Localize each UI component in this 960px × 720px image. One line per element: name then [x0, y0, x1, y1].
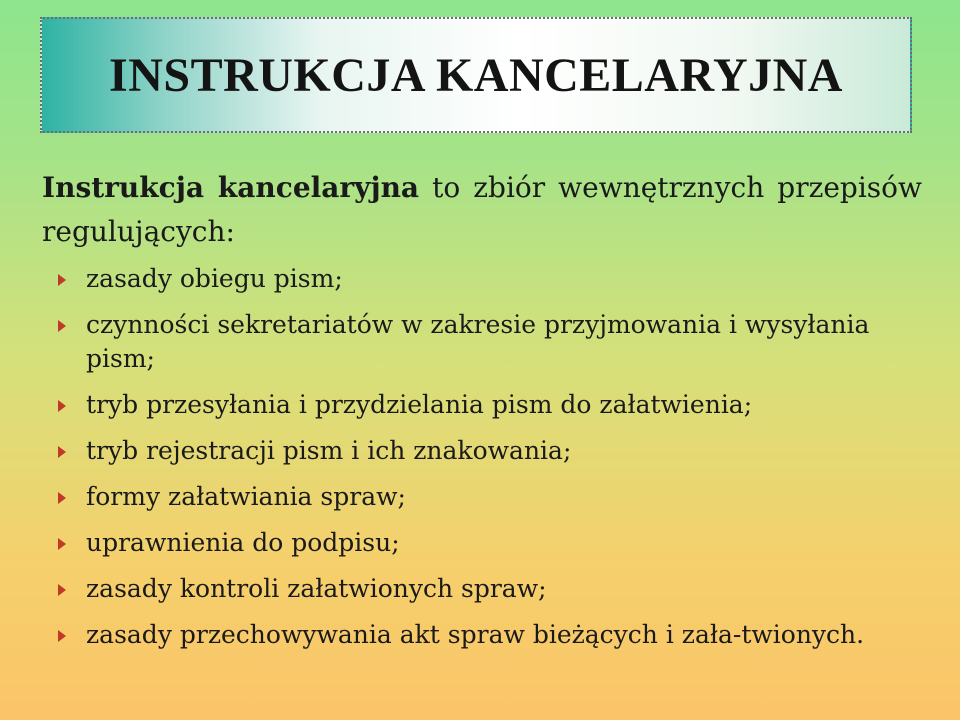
list-item: [42, 262, 922, 296]
list-item: [42, 618, 922, 652]
list-item-text: tryb rejestracji pism i ich znakowania;: [86, 436, 572, 465]
slide-content: [42, 166, 922, 664]
list-item-text: zasady kontroli załatwionych spraw;: [86, 574, 547, 603]
list-item-text: uprawnienia do podpisu;: [86, 528, 400, 557]
title-banner: [40, 17, 912, 133]
list-item: [42, 388, 922, 422]
list-item: [42, 434, 922, 468]
intro-term: Instrukcja kancelaryjna: [42, 171, 420, 204]
list-item-text: formy załatwiania spraw;: [86, 482, 406, 511]
intro-text: to zbiór wewnętrznych przepisów regulujących:: [42, 171, 922, 248]
list-item-text: czynności sekretariatów w zakresie przyjmowania i wysyłania pism;: [86, 310, 870, 373]
list-item-text: zasady przechowywania akt spraw bieżących i zała-twionych.: [86, 620, 865, 649]
triangle-bullet-icon: [58, 538, 66, 550]
triangle-bullet-icon: [58, 630, 66, 642]
triangle-bullet-icon: [58, 274, 66, 286]
list-item: [42, 572, 922, 606]
list-item: [42, 480, 922, 514]
bullet-list: [42, 262, 922, 652]
triangle-bullet-icon: [58, 400, 66, 412]
list-item-text: zasady obiegu pism;: [86, 264, 343, 293]
slide-title: INSTRUKCJA KANCELARYJNA: [109, 48, 843, 102]
triangle-bullet-icon: [58, 584, 66, 596]
triangle-bullet-icon: [58, 492, 66, 504]
triangle-bullet-icon: [58, 320, 66, 332]
intro-paragraph: [42, 166, 922, 254]
list-item-text: tryb przesyłania i przydzielania pism do załatwienia;: [86, 390, 753, 419]
triangle-bullet-icon: [58, 446, 66, 458]
list-item: [42, 526, 922, 560]
list-item: [42, 308, 922, 376]
